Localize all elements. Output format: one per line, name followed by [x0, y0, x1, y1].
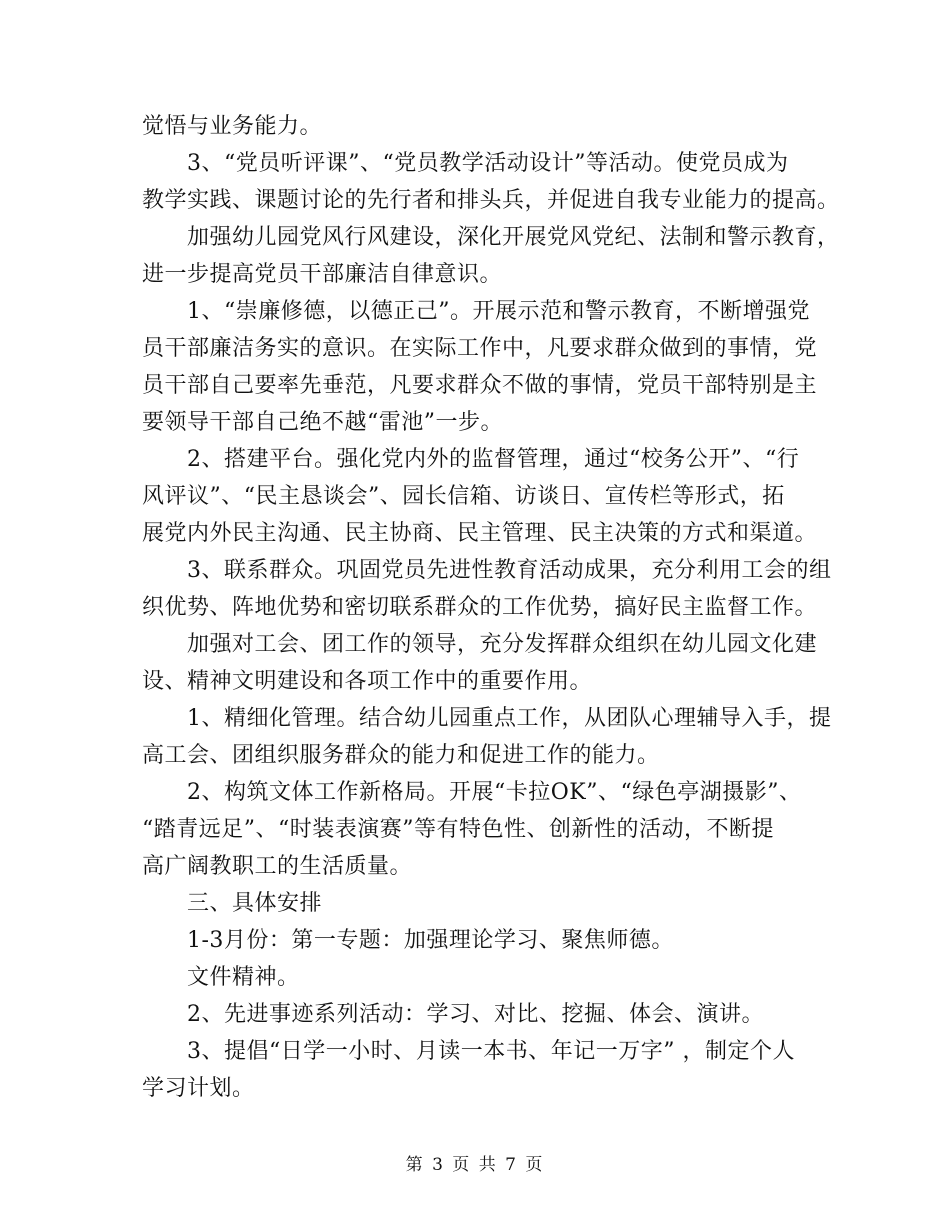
- text-line: 3、联系群众。巩固党员先进性教育活动成果，充分利用工会的组: [187, 558, 832, 583]
- text-line: 展党内外民主沟通、民主协商、民主管理、民主决策的方式和渠道。: [142, 521, 818, 546]
- text-line: 高广阔教职工的生活质量。: [142, 854, 413, 879]
- text-line: 高工会、团组织服务群众的能力和促进工作的能力。: [142, 743, 660, 768]
- text-line: 织优势、阵地优势和密切联系群众的工作优势，搞好民主监督工作。: [142, 595, 818, 620]
- document-body: [142, 108, 840, 1107]
- text-line: 要领导干部自己绝不越“雷池”一步。: [142, 410, 503, 435]
- text-line: 学习计划。: [142, 1076, 255, 1101]
- text-line: 加强幼儿园党风行风建设，深化开展党风党纪、法制和警示教育，: [187, 225, 840, 250]
- text-line: 3、提倡“日学一小时、月读一本书、年记一万字” ，制定个人: [187, 1039, 795, 1064]
- text-line: 员干部廉洁务实的意识。在实际工作中，凡要求群众做到的事情，党: [142, 336, 818, 361]
- text-line: 加强对工会、团工作的领导，充分发挥群众组织在幼儿园文化建: [187, 632, 818, 657]
- text-line: 文件精神。: [187, 965, 300, 990]
- text-line: 2、先进事迹系列活动：学习、对比、挖掘、体会、演讲。: [187, 1002, 764, 1027]
- text-line: 1-3月份：第一专题：加强理论学习、聚焦师德。: [187, 928, 674, 953]
- text-line: 3、“党员听评课”、“党员教学活动设计”等活动。使党员成为: [187, 151, 789, 176]
- text-line: “踏青远足”、“时装表演赛”等有特色性、创新性的活动，不断提: [142, 817, 774, 842]
- text-line: 风评议”、“民主恳谈会”、园长信箱、访谈日、宣传栏等形式，拓: [142, 484, 785, 509]
- text-line: 觉悟与业务能力。: [142, 114, 323, 139]
- text-line: 员干部自己要率先垂范，凡要求群众不做的事情，党员干部特别是主: [142, 373, 818, 398]
- section-heading: 三、具体安排: [187, 891, 323, 916]
- text-line: 1、“崇廉修德，以德正己”。开展示范和警示教育，不断增强党: [187, 299, 810, 324]
- text-line: 1、精细化管理。结合幼儿园重点工作，从团队心理辅导入手，提: [187, 706, 832, 731]
- text-line: 2、构筑文体工作新格局。开展“卡拉OK”、“绿色亭湖摄影”、: [187, 780, 802, 805]
- text-line: 设、精神文明建设和各项工作中的重要作用。: [142, 669, 593, 694]
- text-line: 2、搭建平台。强化党内外的监督管理，通过“校务公开”、“行: [187, 447, 800, 472]
- page-number-footer: 第 3 页 共 7 页: [405, 1155, 545, 1175]
- text-line: 教学实践、课题讨论的先行者和排头兵，并促进自我专业能力的提高。: [142, 188, 840, 213]
- text-line: 进一步提高党员干部廉洁自律意识。: [142, 262, 503, 287]
